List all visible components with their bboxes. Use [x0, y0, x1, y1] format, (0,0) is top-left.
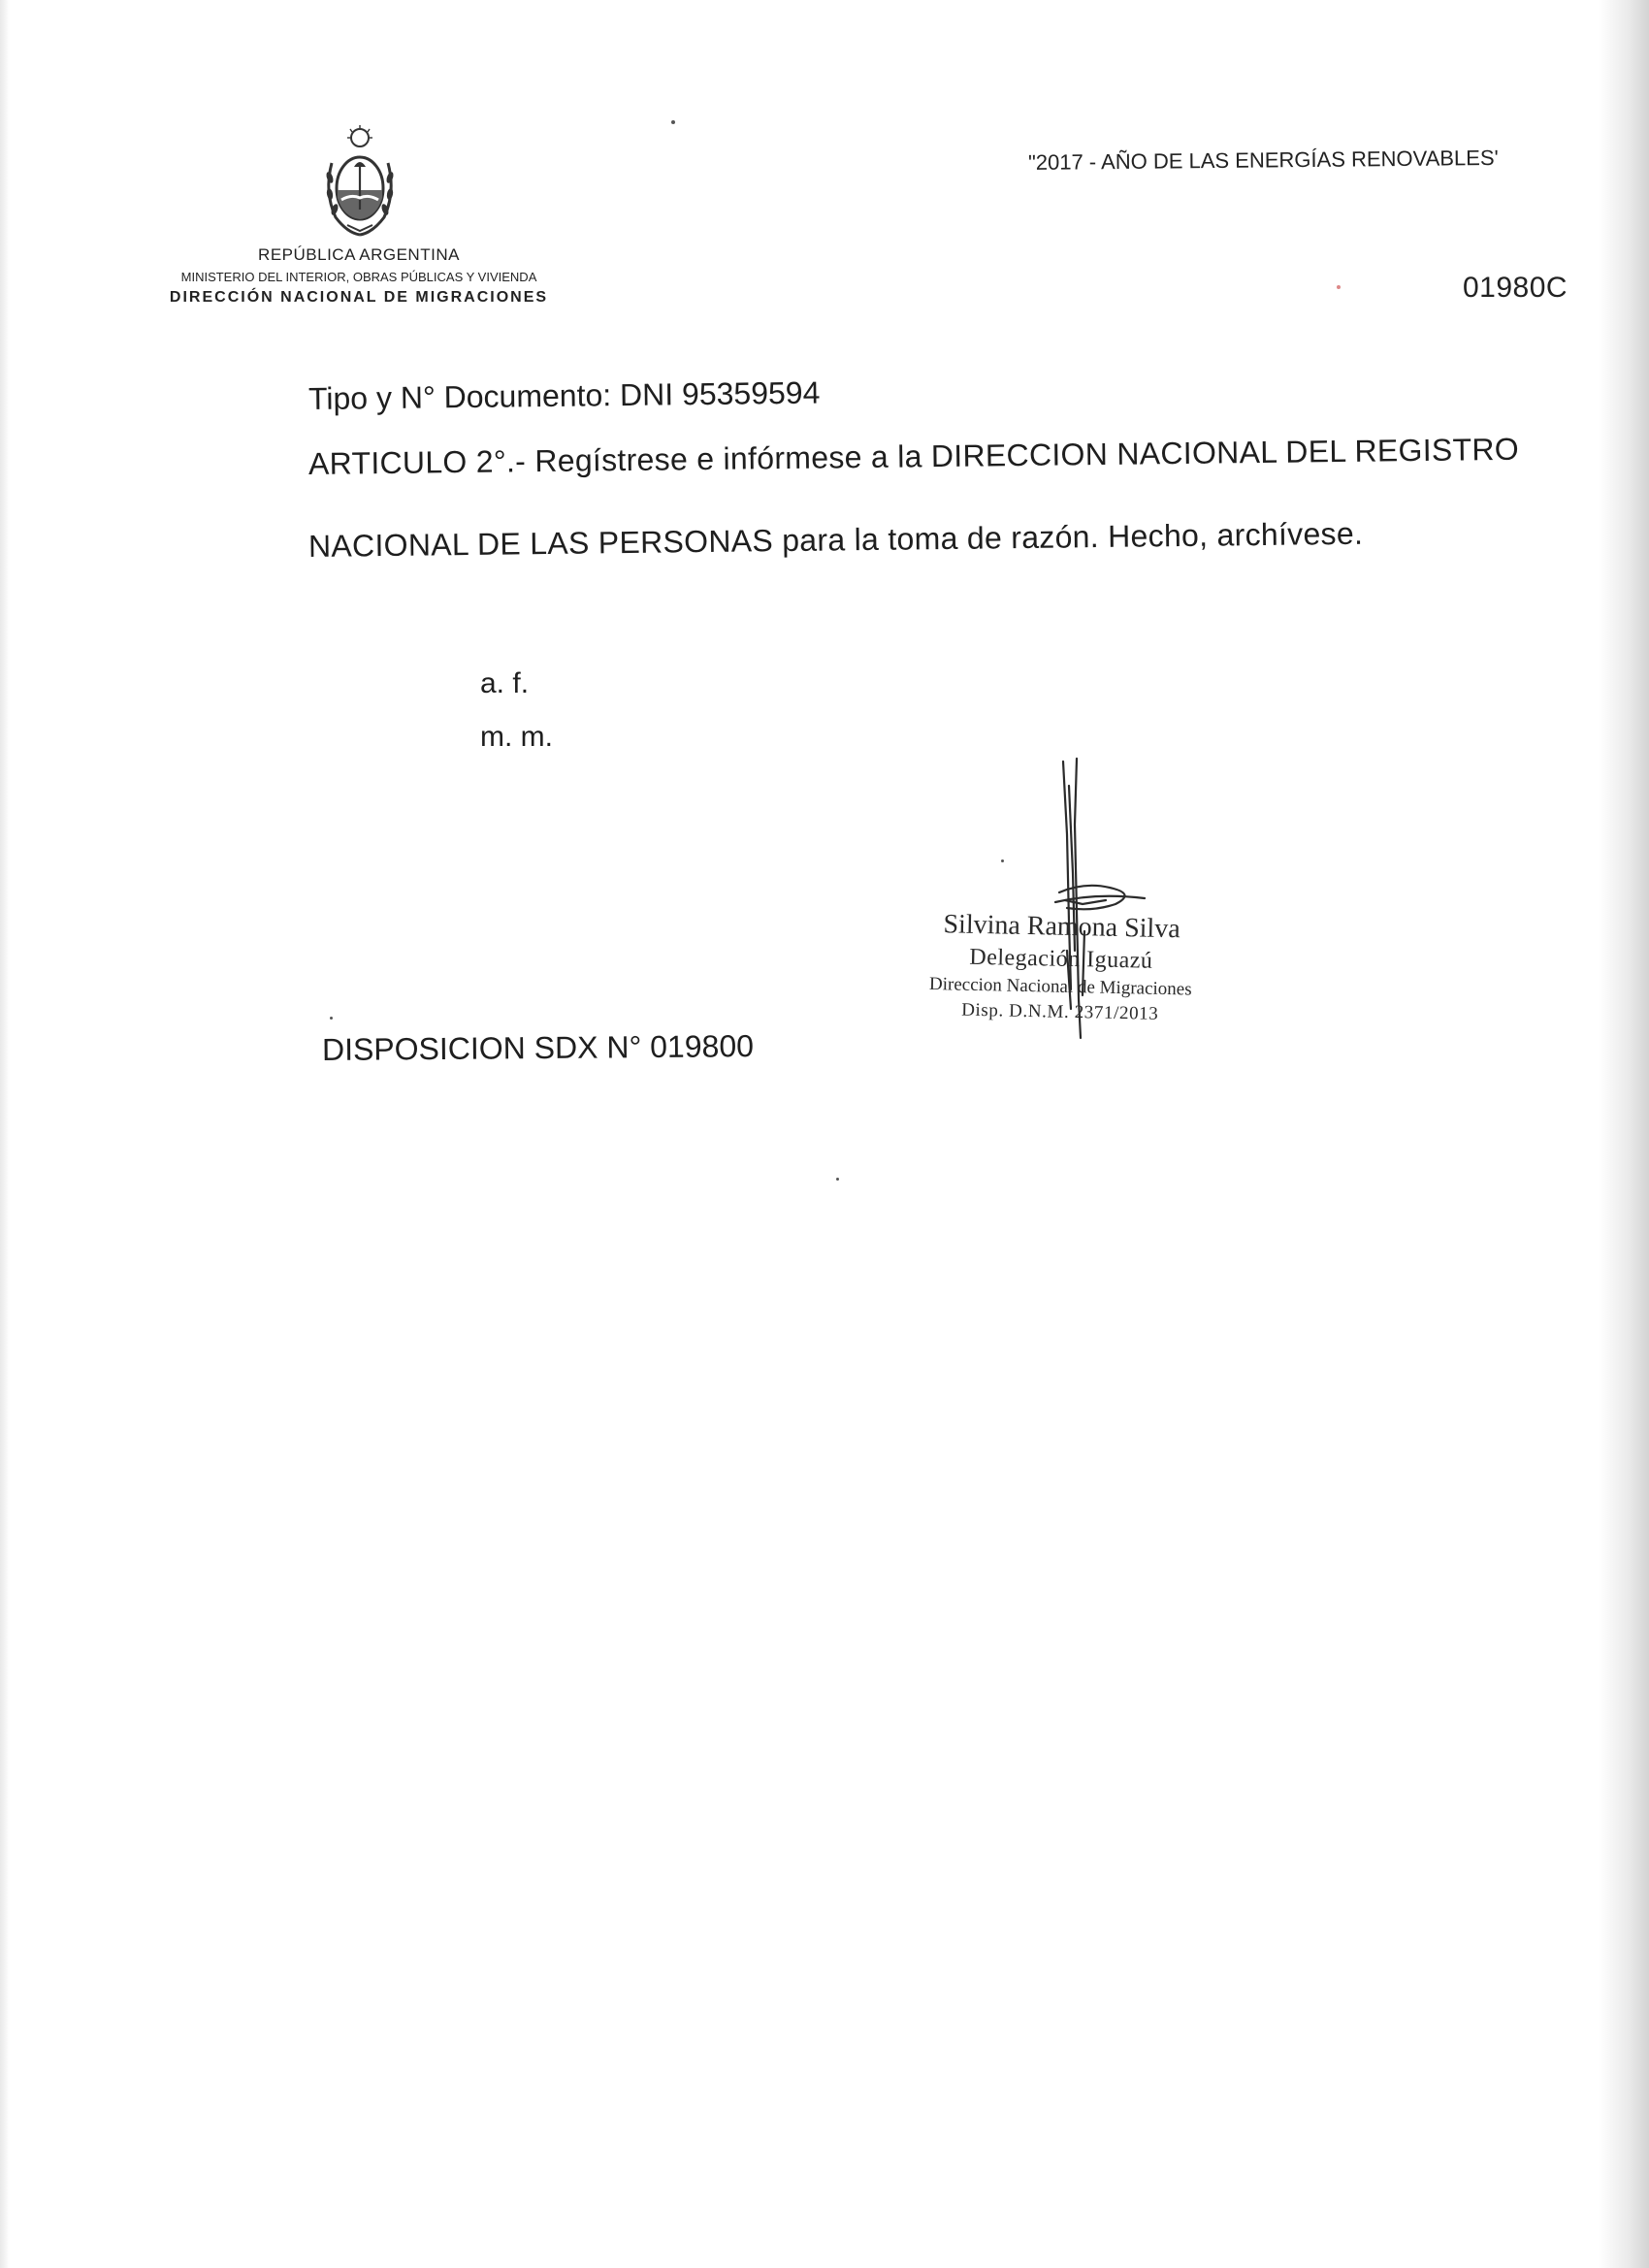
scan-speck — [836, 1178, 839, 1181]
institution-heading — [136, 244, 582, 308]
scan-left-edge — [0, 0, 10, 2268]
article-line-1: ARTICULO 2°.- Regístrese e infórmese a la DIRECCION NACIONAL DEL REGISTRO — [307, 431, 1520, 481]
signer-direction: Direccion Nacional de Migraciones — [928, 973, 1192, 1000]
direction-name: DIRECCIÓN NACIONAL DE MIGRACIONES — [169, 289, 549, 306]
initials-1: a. f. — [480, 667, 530, 699]
country-name: REPÚBLICA ARGENTINA — [258, 245, 460, 264]
scan-speck — [330, 1017, 333, 1020]
ministry-name: MINISTERIO DEL INTERIOR, OBRAS PÚBLICAS Y VIVIENDA — [180, 270, 537, 284]
official-stamp — [886, 907, 1237, 1029]
disposition-number: DISPOSICION SDX N° 019800 — [321, 1028, 755, 1067]
scan-right-edge — [1599, 0, 1649, 2268]
article-line-2: NACIONAL DE LAS PERSONAS para la toma de razón. Hecho, archívese. — [307, 515, 1364, 564]
year-motto: "2017 - AÑO DE LAS ENERGÍAS RENOVABLES' — [1027, 145, 1499, 175]
signer-disposition: Disp. D.N.M. 2371/2013 — [960, 999, 1159, 1024]
document-number: 01980C — [1463, 272, 1568, 304]
signer-delegation: Delegación Iguazú — [969, 944, 1153, 974]
scan-speck — [671, 120, 675, 124]
scan-speck — [1001, 859, 1004, 862]
signer-name: Silvina Ramona Silva — [943, 909, 1181, 945]
document-type-line: Tipo y N° Documento: DNI 95359594 — [307, 374, 821, 416]
initials-2: m. m. — [480, 721, 553, 753]
scan-speck — [1337, 285, 1341, 289]
coat-of-arms-icon — [318, 124, 402, 241]
